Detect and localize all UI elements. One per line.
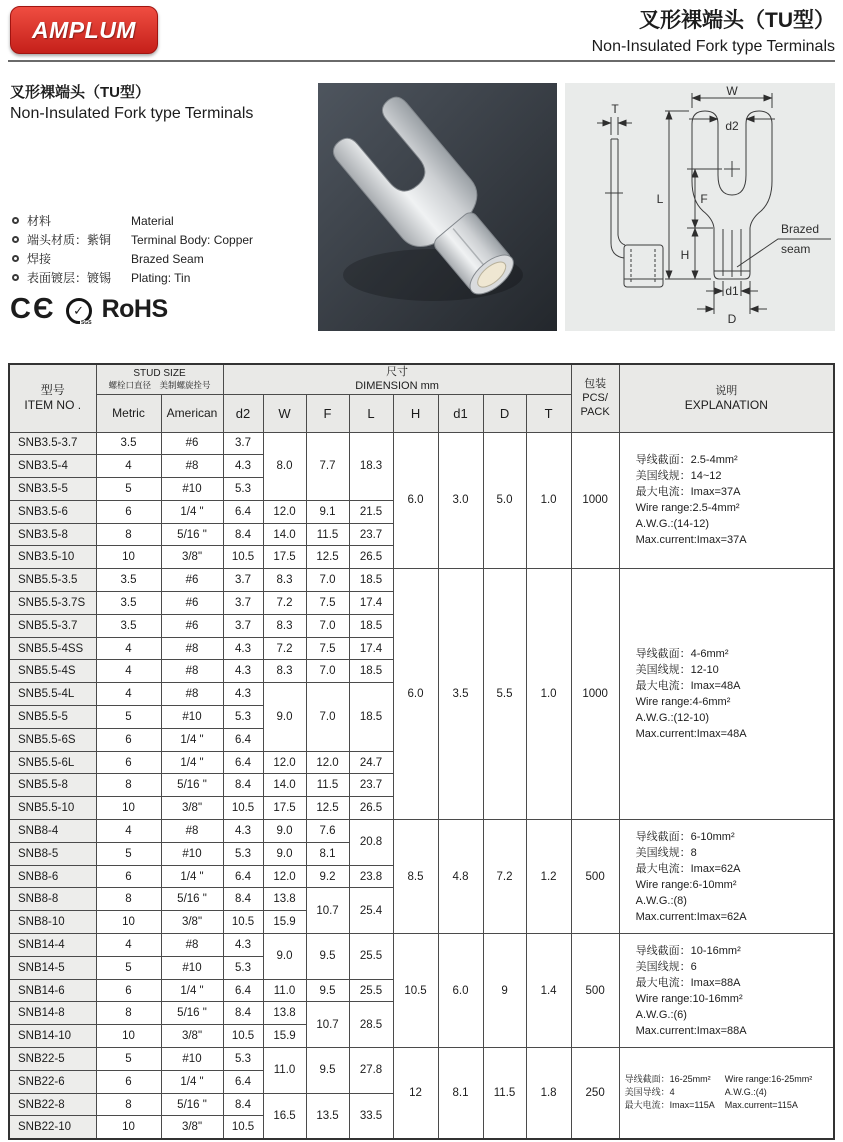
value-cell: #10 — [161, 842, 223, 865]
value-cell: 24.7 — [349, 751, 393, 774]
item-cell: SNB5.5-6S — [9, 728, 96, 751]
value-cell: 6.0 — [438, 934, 483, 1048]
value-cell: 9.1 — [306, 500, 349, 523]
value-cell: 18.5 — [349, 569, 393, 592]
value-cell: 3/8" — [161, 1116, 223, 1139]
value-cell: 8 — [96, 774, 161, 797]
item-cell: SNB14-4 — [9, 934, 96, 957]
bullet-item — [12, 233, 308, 247]
value-cell: 10.5 — [223, 546, 263, 569]
value-cell: 8.3 — [263, 660, 306, 683]
item-cell: SNB14-6 — [9, 979, 96, 1002]
value-cell: 6 — [96, 751, 161, 774]
value-cell: 4.3 — [223, 455, 263, 478]
bullet-item — [12, 214, 308, 228]
intro-section — [10, 83, 310, 331]
value-cell: 5.3 — [223, 842, 263, 865]
value-cell: 18.3 — [349, 432, 393, 500]
bullet-en: Terminal Body: Copper — [131, 233, 254, 247]
value-cell: 5.3 — [223, 706, 263, 729]
col-header-metric: Metric — [96, 394, 161, 432]
value-cell: 5.3 — [223, 478, 263, 501]
dim-label-f: F — [700, 192, 708, 206]
explanation-cell: 导线截面：10-16mm² 美国线规：6 最大电流：Imax=88A Wire range:10-16mm² A.W.G.:(6) Max.current:Imax=88A — [619, 934, 834, 1048]
item-cell: SNB8-4 — [9, 820, 96, 843]
value-cell: 5 — [96, 1048, 161, 1071]
col-header-f: F — [306, 394, 349, 432]
value-cell: 12.5 — [306, 546, 349, 569]
value-cell: 10.7 — [306, 888, 349, 934]
item-cell: SNB3.5-4 — [9, 455, 96, 478]
item-cell: SNB5.5-6L — [9, 751, 96, 774]
value-cell: 4 — [96, 637, 161, 660]
value-cell: 1.0 — [526, 432, 571, 569]
pack-cell: 250 — [571, 1048, 619, 1139]
value-cell: 8.1 — [438, 1048, 483, 1139]
table-row — [9, 820, 834, 843]
terminal-photo-illustration — [318, 83, 557, 331]
value-cell: 1/4 " — [161, 728, 223, 751]
bullet-zh: 端头材质：紫铜 — [27, 233, 112, 247]
value-cell: 9.5 — [306, 1048, 349, 1094]
value-cell: #8 — [161, 683, 223, 706]
value-cell: 9.0 — [263, 683, 306, 751]
item-cell: SNB8-10 — [9, 911, 96, 934]
item-cell: SNB22-10 — [9, 1116, 96, 1139]
quality-cert-icon — [66, 298, 92, 324]
item-cell: SNB3.5-10 — [9, 546, 96, 569]
item-cell: SNB14-5 — [9, 956, 96, 979]
value-cell: 10 — [96, 911, 161, 934]
ce-mark: CЄ — [10, 293, 56, 325]
value-cell: 7.0 — [306, 660, 349, 683]
item-cell: SNB5.5-3.7S — [9, 592, 96, 615]
value-cell: 16.5 — [263, 1093, 306, 1139]
value-cell: #8 — [161, 455, 223, 478]
item-cell: SNB5.5-4SS — [9, 637, 96, 660]
item-cell: SNB14-10 — [9, 1025, 96, 1048]
item-cell: SNB3.5-8 — [9, 523, 96, 546]
value-cell: 5 — [96, 842, 161, 865]
value-cell: 3.7 — [223, 614, 263, 637]
value-cell: 7.2 — [483, 820, 526, 934]
value-cell: 3/8" — [161, 546, 223, 569]
bullet-zh: 焊接 — [27, 252, 52, 266]
value-cell: 1/4 " — [161, 751, 223, 774]
item-cell: SNB5.5-4L — [9, 683, 96, 706]
page-title-zh: 叉形裸端头（TU型） — [639, 9, 835, 32]
tech-diagram-svg — [565, 83, 835, 331]
item-cell: SNB5.5-5 — [9, 706, 96, 729]
value-cell: 20.8 — [349, 820, 393, 866]
value-cell: 12.0 — [263, 865, 306, 888]
explanation-cell: 导线截面：6-10mm² 美国线规：8 最大电流：Imax=62A Wire range:6-10mm² A.W.G.:(8) Max.current:Imax=62A — [619, 820, 834, 934]
value-cell: 6.4 — [223, 1070, 263, 1093]
value-cell: 8.1 — [306, 842, 349, 865]
pack-cell: 500 — [571, 820, 619, 934]
pack-cell: 1000 — [571, 569, 619, 820]
value-cell: 8 — [96, 1093, 161, 1116]
value-cell: 9.5 — [306, 979, 349, 1002]
bullet-marker-icon — [12, 274, 19, 281]
tech-diagram — [565, 83, 835, 331]
value-cell: #8 — [161, 934, 223, 957]
value-cell: #6 — [161, 592, 223, 615]
value-cell: 9.5 — [306, 934, 349, 980]
value-cell: 7.2 — [263, 637, 306, 660]
value-cell: 18.5 — [349, 683, 393, 751]
item-cell: SNB8-8 — [9, 888, 96, 911]
value-cell: 8.3 — [263, 614, 306, 637]
value-cell: 3.7 — [223, 569, 263, 592]
value-cell: 3.0 — [438, 432, 483, 569]
col-header-dimension: 尺寸 DIMENSION mm — [223, 364, 571, 394]
dim-label-t: T — [611, 102, 619, 116]
value-cell: 4.3 — [223, 637, 263, 660]
value-cell: 10 — [96, 546, 161, 569]
value-cell: 10 — [96, 797, 161, 820]
value-cell: #10 — [161, 1048, 223, 1071]
brazed-seam-label-2: seam — [781, 242, 811, 256]
section-title-zh: 叉形裸端头（TU型） — [10, 84, 150, 101]
value-cell: 8.4 — [223, 523, 263, 546]
dim-label-d1: d1 — [725, 284, 739, 298]
item-cell: SNB5.5-3.5 — [9, 569, 96, 592]
section-title-en: Non-Insulated Fork type Terminals — [10, 105, 254, 122]
value-cell: 11.5 — [306, 523, 349, 546]
brazed-seam-label-1: Brazed — [781, 222, 820, 236]
value-cell: 6 — [96, 979, 161, 1002]
dim-label-l: L — [656, 192, 664, 206]
table-row — [9, 934, 834, 957]
value-cell: 8.4 — [223, 1093, 263, 1116]
value-cell: 7.5 — [306, 592, 349, 615]
value-cell: 10.7 — [306, 1002, 349, 1048]
value-cell: 7.0 — [306, 683, 349, 751]
bullet-marker-icon — [12, 217, 19, 224]
value-cell: 4.3 — [223, 934, 263, 957]
certification-row — [10, 293, 168, 326]
bullet-en: Brazed Seam — [131, 252, 204, 266]
item-cell: SNB8-5 — [9, 842, 96, 865]
value-cell: 8 — [96, 1002, 161, 1025]
value-cell: 6.4 — [223, 979, 263, 1002]
value-cell: 18.5 — [349, 660, 393, 683]
value-cell: 11.0 — [263, 979, 306, 1002]
sgs-label: SGS — [81, 320, 92, 326]
value-cell: 10.5 — [223, 797, 263, 820]
table-row — [9, 1048, 834, 1071]
value-cell: 26.5 — [349, 546, 393, 569]
value-cell: 13.5 — [306, 1093, 349, 1139]
page-header — [0, 0, 843, 58]
col-header-h: H — [393, 394, 438, 432]
value-cell: 18.5 — [349, 614, 393, 637]
value-cell: 13.8 — [263, 888, 306, 911]
value-cell: 17.4 — [349, 592, 393, 615]
value-cell: 8.5 — [393, 820, 438, 934]
bullet-zh: 材料 — [27, 214, 52, 228]
value-cell: 33.5 — [349, 1093, 393, 1139]
explanation-cell: 导线截面：2.5-4mm² 美国线规：14~12 最大电流：Imax=37A Wire range:2.5-4mm² A.W.G.:(14-12) Max.current:Imax=37A — [619, 432, 834, 569]
item-cell: SNB22-8 — [9, 1093, 96, 1116]
dim-label-w: W — [726, 84, 738, 98]
value-cell: 3/8" — [161, 1025, 223, 1048]
value-cell: 11.0 — [263, 1048, 306, 1094]
value-cell: 6.4 — [223, 751, 263, 774]
value-cell: 23.7 — [349, 774, 393, 797]
value-cell: 5/16 " — [161, 523, 223, 546]
bullet-marker-icon — [12, 236, 19, 243]
item-cell: SNB8-6 — [9, 865, 96, 888]
value-cell: 10 — [96, 1025, 161, 1048]
value-cell: 4.3 — [223, 660, 263, 683]
value-cell: 21.5 — [349, 500, 393, 523]
value-cell: 25.5 — [349, 979, 393, 1002]
value-cell: 12.5 — [306, 797, 349, 820]
value-cell: 6.0 — [393, 432, 438, 569]
value-cell: 3/8" — [161, 797, 223, 820]
value-cell: 4.3 — [223, 820, 263, 843]
brand-logo — [10, 6, 158, 54]
material-bullet-list — [12, 214, 308, 290]
value-cell: 17.5 — [263, 797, 306, 820]
item-cell: SNB3.5-3.7 — [9, 432, 96, 455]
value-cell: 6 — [96, 865, 161, 888]
value-cell: 3.7 — [223, 432, 263, 455]
value-cell: 5.3 — [223, 1048, 263, 1071]
value-cell: 10.5 — [223, 911, 263, 934]
value-cell: 26.5 — [349, 797, 393, 820]
value-cell: 4.8 — [438, 820, 483, 934]
check-icon: ✓ — [73, 303, 85, 318]
value-cell: 5.0 — [483, 432, 526, 569]
col-header-w: W — [263, 394, 306, 432]
value-cell: #8 — [161, 820, 223, 843]
col-header-explanation: 说明 EXPLANATION — [619, 364, 834, 432]
value-cell: 1.2 — [526, 820, 571, 934]
value-cell: 8.4 — [223, 888, 263, 911]
value-cell: 7.0 — [306, 614, 349, 637]
pack-cell: 1000 — [571, 432, 619, 569]
value-cell: 11.5 — [483, 1048, 526, 1139]
header-divider — [8, 60, 835, 62]
value-cell: 12 — [393, 1048, 438, 1139]
value-cell: 8.4 — [223, 774, 263, 797]
value-cell: 4.3 — [223, 683, 263, 706]
value-cell: 5/16 " — [161, 1002, 223, 1025]
value-cell: 3.5 — [438, 569, 483, 820]
col-header-d1: d1 — [438, 394, 483, 432]
dim-label-d2: d2 — [725, 119, 739, 133]
rohs-mark: RoHS — [101, 295, 168, 323]
value-cell: 7.0 — [306, 569, 349, 592]
value-cell: 13.8 — [263, 1002, 306, 1025]
value-cell: 9.0 — [263, 842, 306, 865]
value-cell: 15.9 — [263, 1025, 306, 1048]
value-cell: 6 — [96, 500, 161, 523]
bullet-en: Material — [131, 214, 174, 228]
value-cell: 3.5 — [96, 614, 161, 637]
value-cell: 5.5 — [483, 569, 526, 820]
value-cell: 8 — [96, 523, 161, 546]
brand-logo-text: AMPLUM — [32, 16, 136, 43]
bullet-en: Plating: Tin — [131, 271, 191, 285]
value-cell: 1.4 — [526, 934, 571, 1048]
page-titles — [592, 6, 835, 58]
product-photo — [318, 83, 557, 331]
value-cell: 5/16 " — [161, 774, 223, 797]
bullet-item — [12, 271, 308, 285]
item-cell: SNB5.5-10 — [9, 797, 96, 820]
item-cell: SNB14-8 — [9, 1002, 96, 1025]
value-cell: 4 — [96, 820, 161, 843]
value-cell: 3/8" — [161, 911, 223, 934]
value-cell: 4 — [96, 455, 161, 478]
spec-table — [8, 363, 835, 1140]
value-cell: 6 — [96, 728, 161, 751]
value-cell: 3.5 — [96, 432, 161, 455]
value-cell: 4 — [96, 934, 161, 957]
item-cell: SNB5.5-8 — [9, 774, 96, 797]
value-cell: 8 — [96, 888, 161, 911]
value-cell: 27.8 — [349, 1048, 393, 1094]
value-cell: 8.0 — [263, 432, 306, 500]
value-cell: #10 — [161, 956, 223, 979]
value-cell: 5/16 " — [161, 888, 223, 911]
value-cell: 6.4 — [223, 728, 263, 751]
value-cell: 12.0 — [263, 751, 306, 774]
value-cell: 9.2 — [306, 865, 349, 888]
value-cell: 7.2 — [263, 592, 306, 615]
value-cell: 9.0 — [263, 820, 306, 843]
value-cell: 10.5 — [223, 1116, 263, 1139]
value-cell: 9.0 — [263, 934, 306, 980]
value-cell: 17.4 — [349, 637, 393, 660]
col-header-l: L — [349, 394, 393, 432]
explanation-cell: 导线截面：4-6mm² 美国线规：12-10 最大电流：Imax=48A Wire range:4-6mm² A.W.G.:(12-10) Max.current:Imax=48A — [619, 569, 834, 820]
value-cell: #10 — [161, 478, 223, 501]
value-cell: 1/4 " — [161, 979, 223, 1002]
value-cell: 8.3 — [263, 569, 306, 592]
value-cell: 1/4 " — [161, 865, 223, 888]
value-cell: 1.8 — [526, 1048, 571, 1139]
value-cell: 4 — [96, 683, 161, 706]
spec-table-body — [9, 432, 834, 1139]
value-cell: 12.0 — [263, 500, 306, 523]
value-cell: 1/4 " — [161, 1070, 223, 1093]
value-cell: 12.0 — [306, 751, 349, 774]
content-band — [0, 83, 843, 331]
value-cell: 6 — [96, 1070, 161, 1093]
col-header-pack: 包装 PCS/ PACK — [571, 364, 619, 432]
value-cell: 5 — [96, 706, 161, 729]
item-cell: SNB3.5-6 — [9, 500, 96, 523]
value-cell: #6 — [161, 569, 223, 592]
table-row — [9, 569, 834, 592]
value-cell: #6 — [161, 432, 223, 455]
value-cell: #10 — [161, 706, 223, 729]
value-cell: 5.3 — [223, 956, 263, 979]
value-cell: 6.4 — [223, 865, 263, 888]
table-row — [9, 432, 834, 455]
value-cell: 10.5 — [223, 1025, 263, 1048]
item-cell: SNB5.5-3.7 — [9, 614, 96, 637]
value-cell: 28.5 — [349, 1002, 393, 1048]
item-cell: SNB22-5 — [9, 1048, 96, 1071]
value-cell: 4 — [96, 660, 161, 683]
col-header-item: 型号 ITEM NO . — [9, 364, 96, 432]
value-cell: 5/16 " — [161, 1093, 223, 1116]
value-cell: #6 — [161, 614, 223, 637]
pack-cell: 500 — [571, 934, 619, 1048]
value-cell: 7.5 — [306, 637, 349, 660]
bullet-zh: 表面镀层：镀锡 — [27, 271, 112, 285]
value-cell: 7.6 — [306, 820, 349, 843]
value-cell: 1/4 " — [161, 500, 223, 523]
value-cell: 23.7 — [349, 523, 393, 546]
explanation-cell: 导线截面：16-25mm² 美国导线：4 最大电流：Imax=115A Wire range:16-25mm² A.W.G.:(4) Max.current=115A — [619, 1048, 834, 1139]
value-cell: #8 — [161, 637, 223, 660]
value-cell: 23.8 — [349, 865, 393, 888]
value-cell: 14.0 — [263, 774, 306, 797]
value-cell: 5 — [96, 478, 161, 501]
value-cell: 6.0 — [393, 569, 438, 820]
bullet-marker-icon — [12, 255, 19, 262]
item-cell: SNB3.5-5 — [9, 478, 96, 501]
value-cell: #8 — [161, 660, 223, 683]
value-cell: 10.5 — [393, 934, 438, 1048]
value-cell: 17.5 — [263, 546, 306, 569]
value-cell: 15.9 — [263, 911, 306, 934]
bullet-item — [12, 252, 308, 266]
value-cell: 9 — [483, 934, 526, 1048]
value-cell: 14.0 — [263, 523, 306, 546]
value-cell: 3.5 — [96, 592, 161, 615]
value-cell: 11.5 — [306, 774, 349, 797]
value-cell: 3.7 — [223, 592, 263, 615]
dim-label-h: H — [680, 248, 690, 262]
col-header-d: D — [483, 394, 526, 432]
value-cell: 10 — [96, 1116, 161, 1139]
col-header-t: T — [526, 394, 571, 432]
value-cell: 1.0 — [526, 569, 571, 820]
col-header-d2: d2 — [223, 394, 263, 432]
item-cell: SNB5.5-4S — [9, 660, 96, 683]
col-header-stud-size: STUD SIZE 螺栓口直径 美制螺旋拴号 — [96, 364, 223, 394]
col-header-american: American — [161, 394, 223, 432]
value-cell: 25.4 — [349, 888, 393, 934]
section-title — [10, 83, 310, 124]
page-title-en: Non-Insulated Fork type Terminals — [591, 38, 835, 55]
value-cell: 7.7 — [306, 432, 349, 500]
value-cell: 6.4 — [223, 500, 263, 523]
value-cell: 8.4 — [223, 1002, 263, 1025]
dim-label-d: D — [727, 312, 737, 326]
value-cell: 5 — [96, 956, 161, 979]
value-cell: 3.5 — [96, 569, 161, 592]
value-cell: 25.5 — [349, 934, 393, 980]
item-cell: SNB22-6 — [9, 1070, 96, 1093]
